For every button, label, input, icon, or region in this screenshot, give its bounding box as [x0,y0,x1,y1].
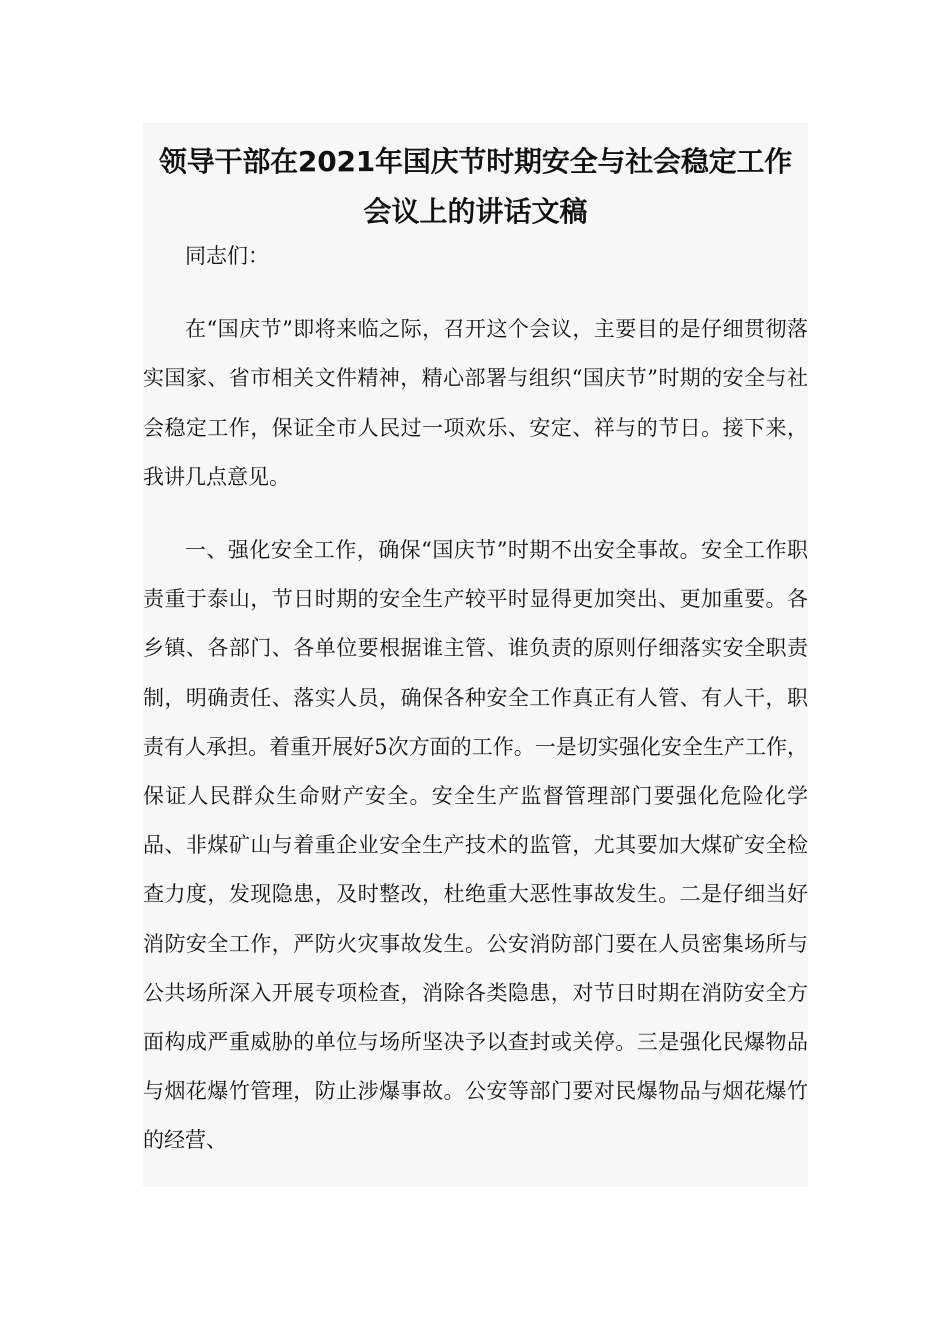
title-line-2: 会议上的讲话文稿 [363,195,588,228]
document-page [143,123,808,1187]
paragraph-section-1: 一、强化安全工作，确保“国庆节”时期不出安全事故。安全工作职责重于泰山，节日时期的安全生产较平时显得更加突出、更加重要。各乡镇、各部门、各单位要根据谁主管、谁负责的原则仔细落实安全职责制，明确责任、落实人员，确保各种安全工作真正有人管、有人干，职责有人承担。着重开展好5次方面的工作。一是切实强化安全生产工作，保证人民群众生命财产安全。安全生产监督管理部门要强化危险化学品、非煤矿山与着重企业安全生产技术的监管，尤其要加大煤矿安全检查力度，发现隐患，及时整改，杜绝重大恶性事故发生。二是仔细当好消防安全工作，严防火灾事故发生。公安消防部门要在人员密集场所与公共场所深入开展专项检查，消除各类隐患，对节日时期在消防安全方面构成严重威胁的单位与场所坚决予以查封或关停。三是强化民爆物品与烟花爆竹管理，防止涉爆事故。公安等部门要对民爆物品与烟花爆竹的经营、 [143,538,808,1153]
document-title [143,123,808,237]
greeting: 同志们： [185,244,269,268]
paragraph-intro: 在“国庆节”即将来临之际，召开这个会议，主要目的是仔细贯彻落实国家、省市相关文件精神，精心部署与组织“国庆节”时期的安全与社会稳定工作，保证全市人民过一项欢乐、安定、祥与的节日。接下来，我讲几点意见。 [143,317,808,489]
title-line-1: 领导干部在2021年国庆节时期安全与社会稳定工作 [158,145,793,178]
document-body [143,232,808,1166]
